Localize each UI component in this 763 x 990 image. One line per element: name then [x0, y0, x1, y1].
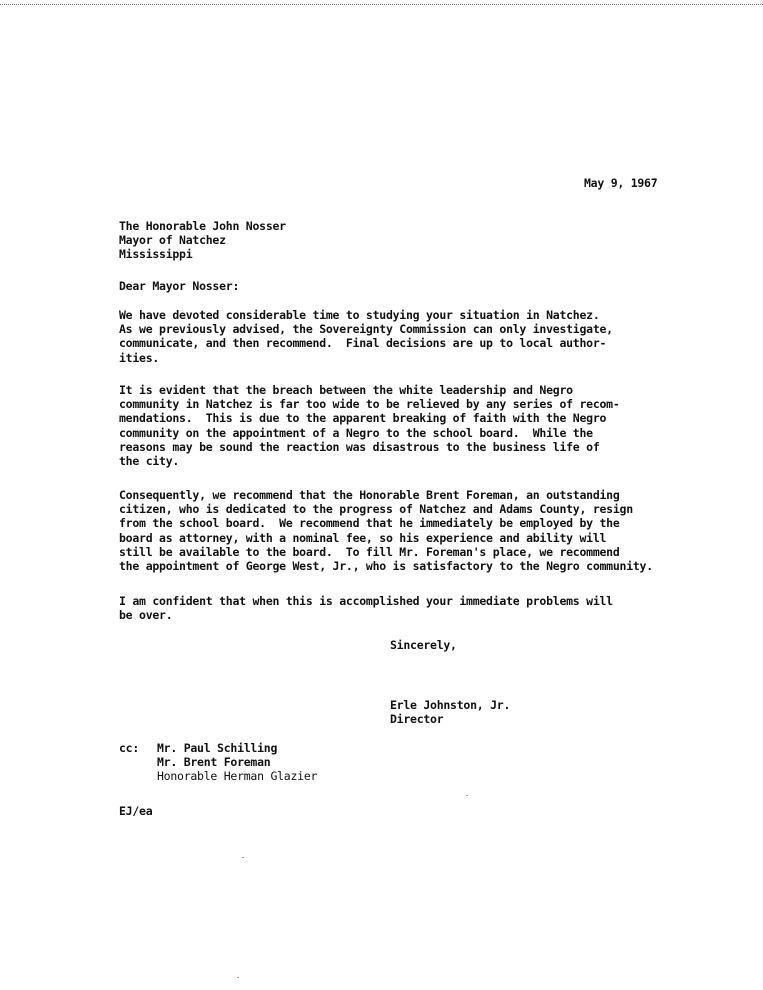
paragraph-line: communicate, and then recommend. Final decisions are up to local author-: [119, 336, 607, 351]
scan-speck: [466, 795, 468, 796]
cc-recipient: Mr. Brent Foreman: [157, 755, 271, 770]
paragraph-line: from the school board. We recommend that he immediately be employed by the: [119, 516, 620, 531]
paragraph-line: community on the appointment of a Negro to the school board. While the: [119, 425, 593, 440]
paragraph-line: still be available to the board. To fill Mr. Foreman's place, we recommend: [119, 544, 620, 559]
body-paragraph-3: [119, 488, 653, 573]
paragraph-line: ities.: [119, 350, 160, 365]
recipient-state: Mississippi: [119, 247, 193, 262]
paragraph-line: citizen, who is dedicated to the progress of Natchez and Adams County, resign: [119, 502, 633, 517]
paragraph-line: reasons may be sound the reaction was disastrous to the business life of: [119, 439, 600, 454]
cc-recipient: Mr. Paul Schilling: [157, 741, 278, 755]
reference-initials: EJ/ea: [119, 804, 153, 818]
cc-label: cc:: [119, 741, 140, 755]
cc-list: [157, 741, 317, 784]
body-paragraph-1: [119, 308, 613, 365]
letter-date: May 9, 1967: [584, 176, 658, 190]
scan-speck: [242, 857, 244, 858]
paragraph-line: We have devoted considerable time to studying your situation in Natchez.: [119, 308, 600, 322]
paragraph-line: the city.: [119, 454, 180, 469]
signature-block: [390, 698, 510, 726]
paragraph-line: It is evident that the breach between the white leadership and Negro: [119, 383, 573, 397]
signer-name: Erle Johnston, Jr.: [390, 698, 511, 712]
paragraph-line: mendations. This is due to the apparent breaking of faith with the Negro: [119, 411, 607, 426]
paragraph-line: be over.: [119, 608, 173, 623]
cc-recipient: Honorable Herman Glazier: [157, 769, 318, 784]
paragraph-line: the appointment of George West, Jr., who is satisfactory to the Negro community.: [119, 559, 653, 574]
recipient-title: Mayor of Natchez: [119, 233, 226, 248]
scan-speck: [237, 977, 239, 978]
scan-edge-line: [0, 4, 763, 5]
recipient-address: [119, 219, 286, 262]
recipient-name: The Honorable John Nosser: [119, 219, 286, 233]
closing: Sincerely,: [390, 638, 457, 652]
signer-title: Director: [390, 712, 444, 727]
paragraph-line: I am confident that when this is accomplished your immediate problems will: [119, 594, 613, 608]
salutation: Dear Mayor Nosser:: [119, 279, 240, 293]
body-paragraph-2: [119, 383, 620, 468]
paragraph-line: As we previously advised, the Sovereignty Commission can only investigate,: [119, 322, 613, 337]
paragraph-line: Consequently, we recommend that the Honorable Brent Foreman, an outstanding: [119, 488, 620, 502]
paragraph-line: community in Natchez is far too wide to be relieved by any series of recom-: [119, 397, 620, 412]
paragraph-line: board as attorney, with a nominal fee, so his experience and ability will: [119, 530, 607, 545]
body-paragraph-4: [119, 594, 613, 622]
